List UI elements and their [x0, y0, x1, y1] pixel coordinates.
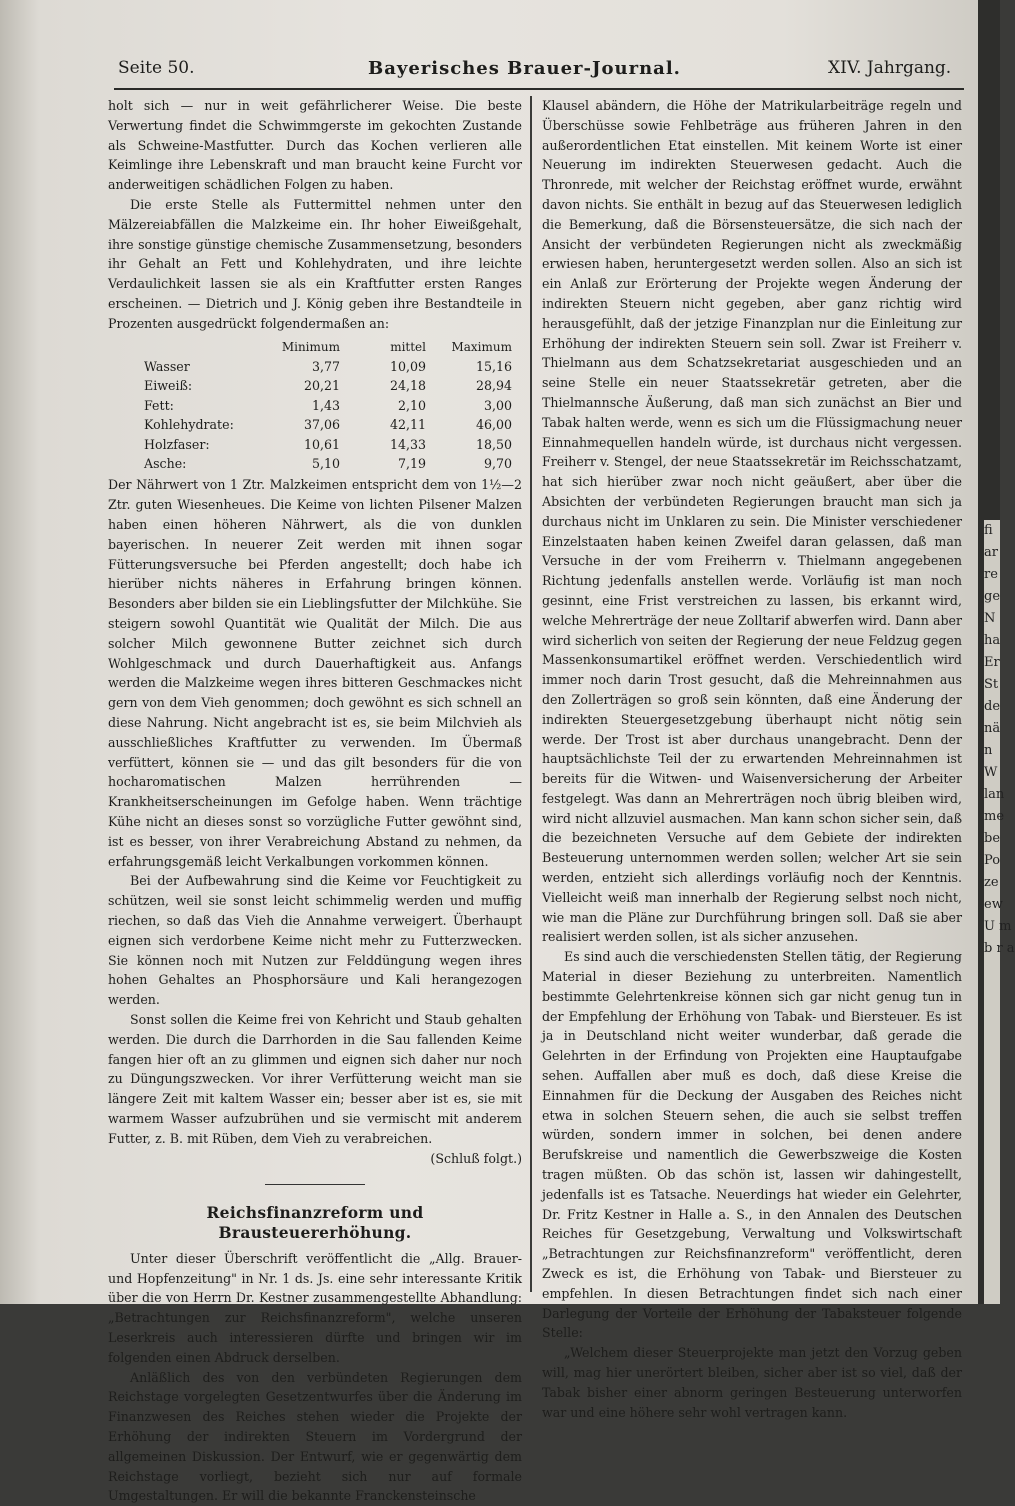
- cell-max: 18,50: [475, 436, 512, 452]
- cell-min: 37,06: [303, 417, 340, 433]
- column-header-minimum: Minimum: [281, 339, 340, 354]
- fragment-line: fi: [984, 523, 993, 538]
- aufbewahrung-paragraph: Bei der Aufbewahrung sind die Keime vor Feuchtigkeit zu schützen, weil sie sonst leicht schimmelig werden und muffig riechen, so daß das Vieh die Annahme verweigert. Überhaupt eignen sich verdorbene Keime nicht mehr zu Futterzwecken. Sie können noch mit Nutzen zur Felddüngung wegen ihres hohen Gehaltes an Phosphorsäure und Kali herangezogen werden.: [108, 873, 522, 1008]
- cell-max: 9,70: [483, 456, 512, 471]
- row-label: Eiweiß:: [144, 378, 193, 394]
- fragment-line: St: [984, 677, 999, 692]
- column-rule: [530, 96, 532, 1292]
- cell-mid: 7,19: [397, 456, 426, 471]
- column-header-mittel: mittel: [390, 339, 426, 354]
- article-anlaesslich-paragraph: Anläßlich des von den verbündeten Regierungen dem Reichstage vorgelegten Gesetzentwurfes über die Änderung im Finanzwesen des Reiches stehen wieder die Projekte der Erhöhung der indirekten Steuern im Vordergrund der allgemeinen Diskussion. Der Entwurf, wie er gegenwärtig dem Reichstage vorliegt, bezieht sich nur auf formale Umgestaltungen. Er will die bekannte Franckensteinsche: [108, 1369, 522, 1504]
- table-row: [108, 435, 520, 454]
- continued-note: (Schluß folgt.): [430, 1150, 522, 1166]
- fragment-line: U m: [984, 919, 1012, 934]
- composition-table: [108, 338, 520, 474]
- row-label: Kohlehydrate:: [144, 417, 234, 433]
- article-intro-paragraph: Unter dieser Überschrift veröffentlicht die „Allg. Brauer- und Hopfenzeitung" in Nr. 1 ds. Js. eine sehr interessante Kritik über die von Herrn Dr. Kestner zusammengestellte Abhandlung: „Betrachtungen zur Reichsfinanzreform", welche unseren Leserkreis auch interessieren dürfte und bringen wir im folgenden einen Abdruck derselben.: [108, 1250, 522, 1365]
- quote-paragraph: „Welchem dieser Steuerprojekte man jetzt den Vorzug geben will, mag hier unerörtert bleiben, sicher aber ist so viel, daß der Tabak bisher einer abnorm geringen Besteuerung unterworfen war und eine höhere sehr wohl vertragen kann.: [542, 1345, 962, 1420]
- fragment-line: N: [984, 611, 996, 626]
- section-divider: [265, 1184, 365, 1185]
- cell-max: 3,00: [483, 397, 512, 413]
- fragment-line: ew: [984, 897, 1003, 912]
- klausel-paragraph: Klausel abändern, die Höhe der Matrikularbeiträge regeln und Überschüsse sowie Fehlbeträge aus früheren Jahren in den außerordentlichen Etat einstellen. Mit keinem Worte ist einer Neuerung im indirekten Steuerwesen gedacht. Auch die Thronrede, mit welcher der Reichstag eröffnet wurde, erwähnt davon nichts. Sie enthält in bezug auf das Steuerwesen lediglich die Bemerkung, daß die Börsensteuersätze, die sich nach der Ansicht der verbündeten Regierungen nicht als zweckmäßig erwiesen haben, heruntergesetzt werden sollen. Also an sich ist ein Anlaß zur Erörterung der Projekte wegen Änderung der indirekten Steuern nicht gegeben, aber ganz richtig wird herausgefühlt, daß der jetzige Finanzplan nur die Einleitung zur Erhöhung der indirekten Steuern sein soll. Zwar ist Freiherr v. Thielmann aus dem Schatzsekretariat ausgeschieden und an seine Stelle ein neuer Staatssekretär getreten, aber die Thielmannsche Äußerung, daß man sich zunächst an Bier und Tabak halten werde, wenn es sich um die Flüssigmachung neuer Einnahmequellen handeln würde, ist durchaus nicht vergessen. Freiherr v. Stengel, der neue Staatssekretär im Reichsschatzamt, hat sich hierüber zwar noch nicht geäußert, aber über die Absichten der verbündeten Regierungen braucht man sich ja durchaus nicht im Unklaren zu sein. Die Minister verschiedener Einzelstaaten haben keinen Zweifel daran gelassen, daß man Versuche in der vom Freiherrn v. Thielmann angegebenen Richtung jedenfalls anstellen werde. Vorläufig ist man noch gesinnt, eine Frist verstreichen zu lassen, bis erkannt wird, welche Mehrerträge der neue Zolltarif abwerfen wird. Dann aber wird sicherlich von seiten der Regierung der neue Feldzug gegen Massenkonsumartikel eröffnet werden. Verschiedentlich wird immer noch darin Trost gesucht, daß die Mehreinnahmen aus den Zollerträgen so groß sein könnten, daß eine Änderung der indirekten Steuergesetzgebung überhaupt nicht nötig sein werde. Der Trost ist aber durchaus unangebracht. Denn der hauptsächlichste Teil der zu erwartenden Mehreinnahmen ist bereits für die Witwen- und Waisenversicherung der Arbeiter festgelegt. Was dann an Mehrerträgen noch übrig bleiben wird, wird nicht allzuviel ausmachen. Man kann schon sicher sein, daß die bezeichneten Versuche auf dem Gebiete der indirekten Besteuerung unternommen werden sollen; welcher Art sie sein werden, entzieht sich allerdings vorläufig noch der Kenntnis. Vielleicht weiß man innerhalb der Regierung selbst noch nicht, wie man die Pläne zur Durchführung bringen soll. Daß sie aber realisiert werden sollen, ist als sicher anzusehen.: [542, 98, 962, 945]
- fragment-line: re: [984, 567, 998, 582]
- cell-min: 3,77: [311, 358, 340, 374]
- table-row: [108, 396, 520, 415]
- cell-max: 15,16: [475, 358, 512, 374]
- fragment-line: lan: [984, 787, 1005, 802]
- fragment-line: ge: [984, 589, 1001, 604]
- table-row: [108, 376, 520, 395]
- cell-mid: 14,33: [389, 436, 426, 452]
- fragment-line: nä: [984, 721, 1001, 736]
- fragment-line: be: [984, 831, 1001, 846]
- cell-mid: 2,10: [397, 397, 426, 413]
- article-title: Reichsfinanzreform und Brausteuererhöhung.: [206, 1203, 424, 1243]
- fragment-line: Po: [984, 853, 1001, 868]
- page-number: Seite 50.: [118, 58, 195, 78]
- table-header-row: [108, 338, 520, 357]
- adjacent-page-fragment: [984, 520, 1015, 1304]
- fragment-line: Er: [984, 655, 1000, 670]
- cell-min: 1,43: [311, 397, 340, 413]
- sonst-paragraph: Sonst sollen die Keime frei von Kehricht und Staub gehalten werden. Die durch die Darrhorden in die Sau fallenden Keime fangen hier oft an zu glimmen und eignen sich daher nur noch zu Düngungszwecken. Vor ihrer Verfütterung weicht man sie längere Zeit mit kaltem Wasser ein; besser aber ist es, sie mit warmem Wasser aufzubrühen und sie vermischt mit anderem Futter, z. B. mit Rüben, dem Vieh zu verabreichen.: [108, 1011, 522, 1146]
- row-label: Holzfaser:: [144, 436, 210, 452]
- intro-paragraph: holt sich — nur in weit gefährlicherer Weise. Die beste Verwertung findet die Schwimmgerste im gekochten Zustande als Schweine-Mastfutter. Durch das Kochen verlieren alle Keimlinge ihre Lebenskraft und man braucht keine Furcht vor anderweitigen schädlichen Folgen zu haben.: [108, 98, 522, 193]
- cell-min: 20,21: [303, 378, 340, 394]
- row-label: Asche:: [144, 456, 187, 471]
- naehrwert-paragraph: Der Nährwert von 1 Ztr. Malzkeimen entspricht dem von 1½—2 Ztr. guten Wiesenheues. Die Keime von lichten Pilsener Malzen haben einen höheren Nährwert, als die von dunklen bayerischen. In neuerer Zeit werden mit ihnen sogar Fütterungsversuche bei Pferden angestellt; doch habe ich hierüber nichts näheres in Erfahrung bringen können. Besonders aber bilden sie ein Lieblingsfutter der Milchkühe. Sie steigern sowohl Quantität wie Qualität der Milch. Die aus solcher Milch gewonnene Butter zeichnet sich durch Wohlgeschmack und durch Dauerhaftigkeit aus. Anfangs werden die Malzkeime wegen ihres bitteren Geschmackes nicht gern von dem Vieh genommen; doch gewöhnt es sich schnell an diese Nahrung. Nicht angebracht ist es, sie beim Milchvieh als ausschließliches Kraftfutter zu verwenden. Im Übermaß verfüttert, können sie — und das gilt besonders für die von hocharomatischen Malzen herrührenden — Krankheitserscheinungen im Gefolge haben. Wenn trächtige Kühe nicht an dieses sonst so vorzügliche Futter gewöhnt sind, ist es besser, von ihrer Verabreichung Abstand zu nehmen, da erfahrungsgemäß leicht Verkalbungen vorkommen können.: [108, 477, 522, 869]
- cell-min: 10,61: [303, 436, 340, 452]
- fragment-line: W: [984, 765, 998, 780]
- cell-max: 28,94: [475, 378, 512, 394]
- volume-label: XIV. Jahrgang.: [828, 58, 952, 78]
- fragment-line: me: [984, 809, 1005, 824]
- header-rule: [114, 88, 964, 90]
- fragment-line: b r a: [984, 941, 1015, 956]
- malzkeime-paragraph: Die erste Stelle als Futtermittel nehmen unter den Mälzereiabfällen die Malzkeime ein. Ihr hoher Eiweißgehalt, ihre sonstige günstige chemische Zusammensetzung, besonders ihr Gehalt an Fett und Kohlehydraten, und ihre leichte Verdaulichkeit lassen sie als ein Kraftfutter ersten Ranges erscheinen. — Dietrich und J. König geben ihre Bestandteile in Prozenten ausgedrückt folgendermaßen an:: [108, 196, 522, 331]
- fragment-line: ar: [984, 545, 998, 560]
- cell-min: 5,10: [311, 456, 340, 471]
- fragment-line: n: [984, 743, 993, 758]
- cell-mid: 24,18: [389, 378, 426, 394]
- table-row: [108, 357, 520, 376]
- right-column: [542, 96, 962, 1422]
- row-label: Wasser: [144, 358, 190, 374]
- left-column: [108, 96, 522, 1506]
- cell-mid: 10,09: [389, 358, 426, 374]
- fragment-line: de: [984, 699, 1001, 714]
- fragment-line: ha: [984, 633, 1001, 648]
- table-row: [108, 415, 520, 434]
- stellen-paragraph: Es sind auch die verschiedensten Stellen tätig, der Regierung Material in dieser Beziehung zu unterbreiten. Namentlich bestimmte Gelehrtenkreise können sich gar nicht genug tun in der Empfehlung der Erhöhung von Tabak- und Biersteuer. Es ist ja in Deutschland nicht weiter wunderbar, daß gerade die Gelehrten in der Erfindung von Projekten eine Hauptaufgabe sehen. Auffallen aber muß es doch, daß diese Kreise die Einnahmen für die Deckung der Ausgaben des Reiches nicht etwa in solchen Steuern sehen, die auch sie selbst treffen würden, sondern immer in solchen, bei denen andere Berufskreise und namentlich die Gewerbszweige die Kosten tragen müßten. Ob das schön ist, lassen wir dahingestellt, jedenfalls ist es Tatsache. Neuerdings hat wieder ein Gelehrter, Dr. Fritz Kestner in Halle a. S., in den Annalen des Deutschen Reiches für Gesetzgebung, Verwaltung und Volkswirtschaft „Betrachtungen zur Reichsfinanzreform" veröffentlicht, deren Zweck es ist, die Erhöhung von Tabak- und Biersteuer zu empfehlen. In diesen Betrachtungen findet sich nach einer Darlegung der Vorteile der Erhöhung der Tabaksteuer folgende Stelle:: [542, 949, 962, 1341]
- fragment-line: ze: [984, 875, 999, 890]
- journal-title: Bayerisches Brauer-Journal.: [368, 58, 681, 79]
- table-row: [108, 454, 520, 473]
- row-label: Fett:: [144, 397, 174, 413]
- cell-max: 46,00: [475, 417, 512, 433]
- column-header-maximum: Maximum: [451, 339, 512, 354]
- cell-mid: 42,11: [389, 417, 426, 433]
